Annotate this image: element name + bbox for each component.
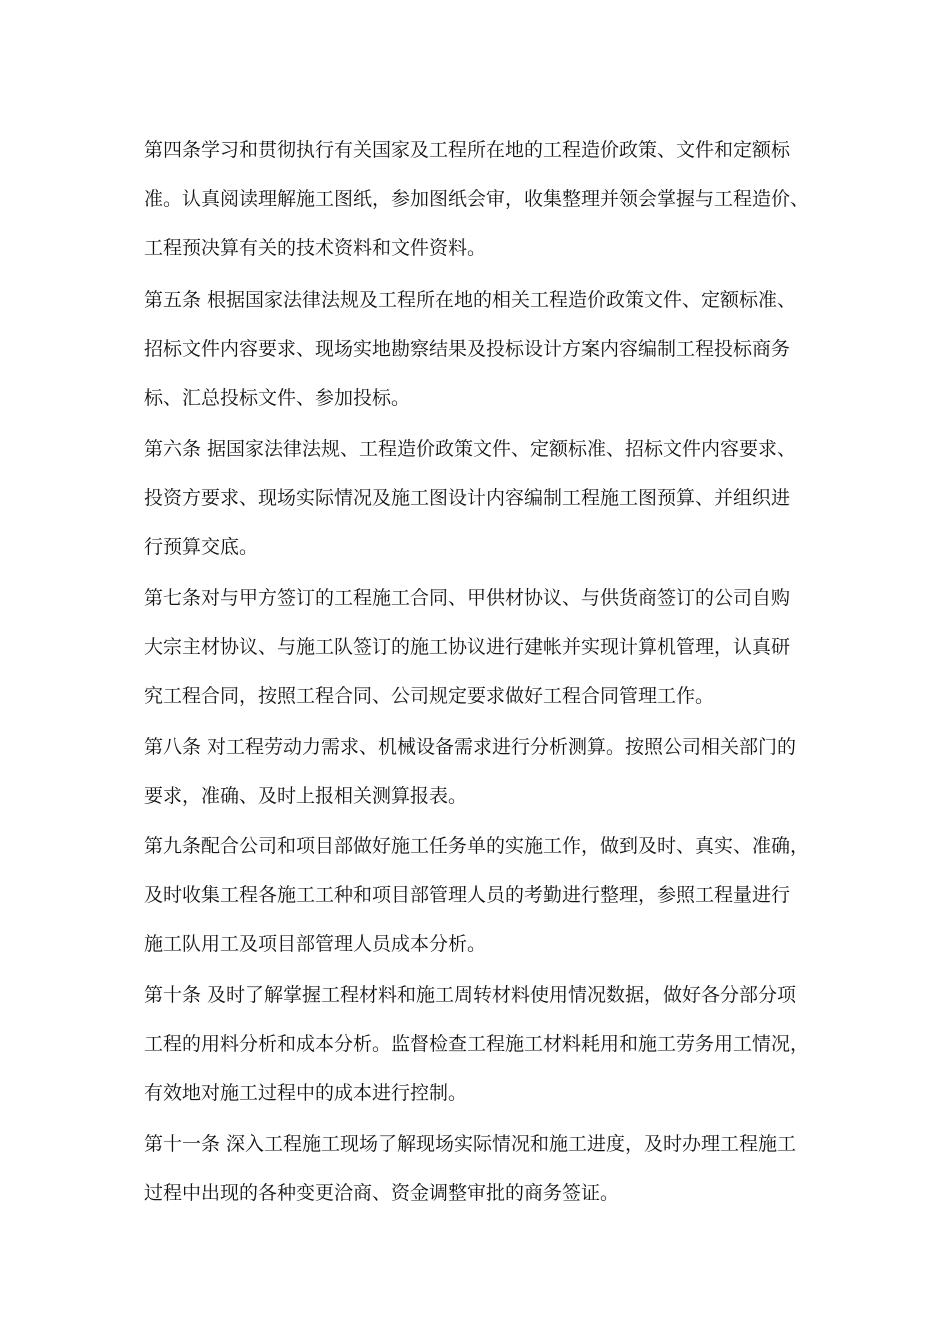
article-8 (144, 723, 824, 821)
article-line: 第十条 及时了解掌握工程材料和施工周转材料使用情况数据，做好各分部分项 (144, 984, 797, 1006)
article-10 (144, 971, 824, 1118)
article-line: 要求，准确、及时上报相关测算报表。 (144, 785, 468, 807)
article-line: 第六条 据国家法律法规、工程造价政策文件、定额标准、招标文件内容要求、 (144, 438, 797, 460)
article-9 (144, 822, 824, 969)
article-line: 工程的用料分析和成本分析。监督检查工程施工材料耗用和施工劳务用工情况， (144, 1033, 810, 1055)
article-line: 准。认真阅读理解施工图纸，参加图纸会审，收集整理并领会掌握与工程造价、 (144, 188, 810, 210)
article-line: 及时收集工程各施工工种和项目部管理人员的考勤进行整理，参照工程量进行 (144, 884, 791, 906)
article-line: 过程中出现的各种变更洽商、资金调整审批的商务签证。 (144, 1182, 620, 1204)
article-line: 标、汇总投标文件、参加投标。 (144, 387, 411, 409)
article-line: 工程预决算有关的技术资料和文件资料。 (144, 237, 487, 259)
article-5 (144, 276, 824, 423)
article-line: 第十一条 深入工程施工现场了解现场实际情况和施工进度，及时办理工程施工 (144, 1133, 797, 1155)
article-line: 第五条 根据国家法律法规及工程所在地的相关工程造价政策文件、定额标准、 (144, 289, 797, 311)
article-line: 第九条配合公司和项目部做好施工任务单的实施工作，做到及时、真实、准确， (144, 835, 810, 857)
article-6 (144, 425, 824, 572)
article-line: 第八条 对工程劳动力需求、机械设备需求进行分析测算。按照公司相关部门的 (144, 736, 797, 758)
article-line: 施工队用工及项目部管理人员成本分析。 (144, 933, 487, 955)
article-line: 大宗主材协议、与施工队签订的施工协议进行建帐并实现计算机管理，认真研 (144, 636, 791, 658)
article-line: 第七条对与甲方签订的工程施工合同、甲供材协议、与供货商签订的公司自购 (144, 587, 791, 609)
article-line: 投资方要求、现场实际情况及施工图设计内容编制工程施工图预算、并组织进 (144, 487, 791, 509)
article-11 (144, 1120, 824, 1218)
article-line: 究工程合同，按照工程合同、公司规定要求做好工程合同管理工作。 (144, 685, 715, 707)
article-line: 招标文件内容要求、现场实地勘察结果及投标设计方案内容编制工程投标商务 (144, 338, 791, 360)
article-7 (144, 574, 824, 721)
article-line: 行预算交底。 (144, 536, 259, 558)
article-4 (144, 126, 824, 273)
article-line: 有效地对施工过程中的成本进行控制。 (144, 1082, 468, 1104)
article-line: 第四条学习和贯彻执行有关国家及工程所在地的工程造价政策、文件和定额标 (144, 139, 791, 161)
